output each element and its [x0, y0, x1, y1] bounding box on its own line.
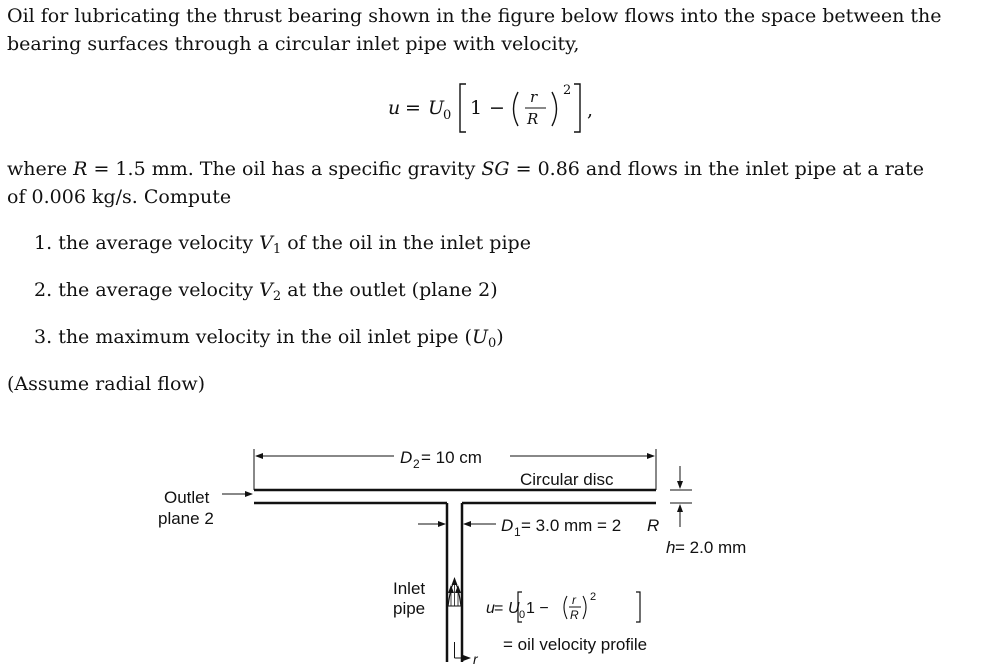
question-3-text-a: the maximum velocity in the oil inlet pipe (	[58, 326, 472, 348]
given-line-1	[7, 155, 979, 183]
profile-R: R	[570, 608, 579, 622]
eq-comma: ,	[587, 99, 594, 121]
eq-lhs-u: u	[388, 97, 401, 119]
text-sg-value: = 0.86 and flows in the inlet pipe at a rate	[509, 158, 925, 180]
inlet-label-line1: Inlet	[393, 579, 426, 598]
r-axis-label: r	[473, 651, 478, 667]
question-2-text-b: at the outlet (plane 2)	[281, 279, 498, 301]
profile-left-paren	[564, 596, 567, 619]
outlet-label-line1: Outlet	[164, 488, 210, 507]
text-radius: = 1.5 mm. The oil has a specific gravity	[87, 158, 482, 180]
eq-R: R	[527, 110, 539, 128]
question-3	[34, 323, 504, 358]
h-label: h	[666, 538, 676, 557]
text-where: where	[7, 158, 74, 180]
profile-right-bracket	[636, 592, 640, 622]
d1-value: = 3.0 mm = 2	[521, 516, 622, 535]
question-3-symbol: U	[471, 326, 488, 348]
problem-given	[7, 155, 979, 211]
eq-left-bracket	[460, 84, 466, 132]
profile-equals: =	[494, 600, 504, 617]
profile-r: r	[572, 593, 576, 607]
eq-exponent: 2	[563, 83, 572, 98]
question-1	[34, 229, 531, 264]
d1-sub: 1	[514, 525, 521, 539]
sym-R: R	[73, 158, 88, 180]
d1-R: R	[647, 516, 660, 535]
question-2-sub: 2	[272, 289, 282, 304]
question-1-text-b: of the oil in the inlet pipe	[281, 232, 531, 254]
thrust-bearing-figure	[0, 430, 983, 667]
d1-label: D	[501, 516, 514, 535]
profile-one-minus: 1 −	[526, 600, 549, 617]
profile-right-paren	[583, 596, 586, 619]
question-1-text-a: the average velocity	[58, 232, 260, 254]
velocity-equation	[0, 78, 983, 138]
eq-right-paren	[552, 92, 557, 126]
question-1-sub: 1	[272, 242, 282, 257]
question-3-sub: 0	[487, 336, 497, 351]
question-3-text-b: )	[496, 326, 504, 348]
h-value: = 2.0 mm	[675, 538, 747, 557]
profile-u: u	[486, 600, 495, 617]
outlet-label-line2: plane 2	[158, 509, 214, 528]
eq-left-paren	[514, 92, 519, 126]
question-2-symbol: V	[259, 279, 273, 301]
inlet-label-line2: pipe	[393, 599, 426, 618]
question-1-symbol: V	[259, 232, 273, 254]
d2-sub: 2	[413, 457, 420, 471]
eq-U-sub: 0	[443, 108, 452, 123]
intro-line-2: bearing surfaces through a circular inlet pipe with velocity,	[7, 33, 580, 55]
sym-SG: SG	[481, 158, 510, 180]
given-line-2: of 0.006 kg/s. Compute	[7, 186, 232, 208]
eq-one: 1	[470, 97, 483, 119]
profile-exponent: 2	[590, 591, 597, 603]
eq-equals: =	[405, 97, 421, 119]
disc-label: Circular disc	[520, 470, 614, 489]
eq-r: r	[530, 88, 538, 106]
d2-label: D	[400, 448, 413, 467]
assumption-note: (Assume radial flow)	[7, 373, 206, 395]
profile-U-sub: 0	[519, 609, 526, 621]
question-2-number: 2.	[34, 279, 53, 301]
eq-U: U	[428, 97, 445, 119]
eq-right-bracket	[574, 84, 580, 132]
problem-intro	[7, 2, 979, 58]
intro-line-1: Oil for lubricating the thrust bearing shown in the figure below flows into the space between the	[7, 5, 942, 27]
profile-description: = oil velocity profile	[503, 635, 648, 654]
d2-value: = 10 cm	[421, 448, 482, 467]
eq-minus: −	[489, 97, 505, 119]
question-3-number: 3.	[34, 326, 53, 348]
question-2-text-a: the average velocity	[58, 279, 260, 301]
question-1-number: 1.	[34, 232, 53, 254]
question-2	[34, 276, 498, 311]
profile-U: U	[508, 600, 520, 617]
